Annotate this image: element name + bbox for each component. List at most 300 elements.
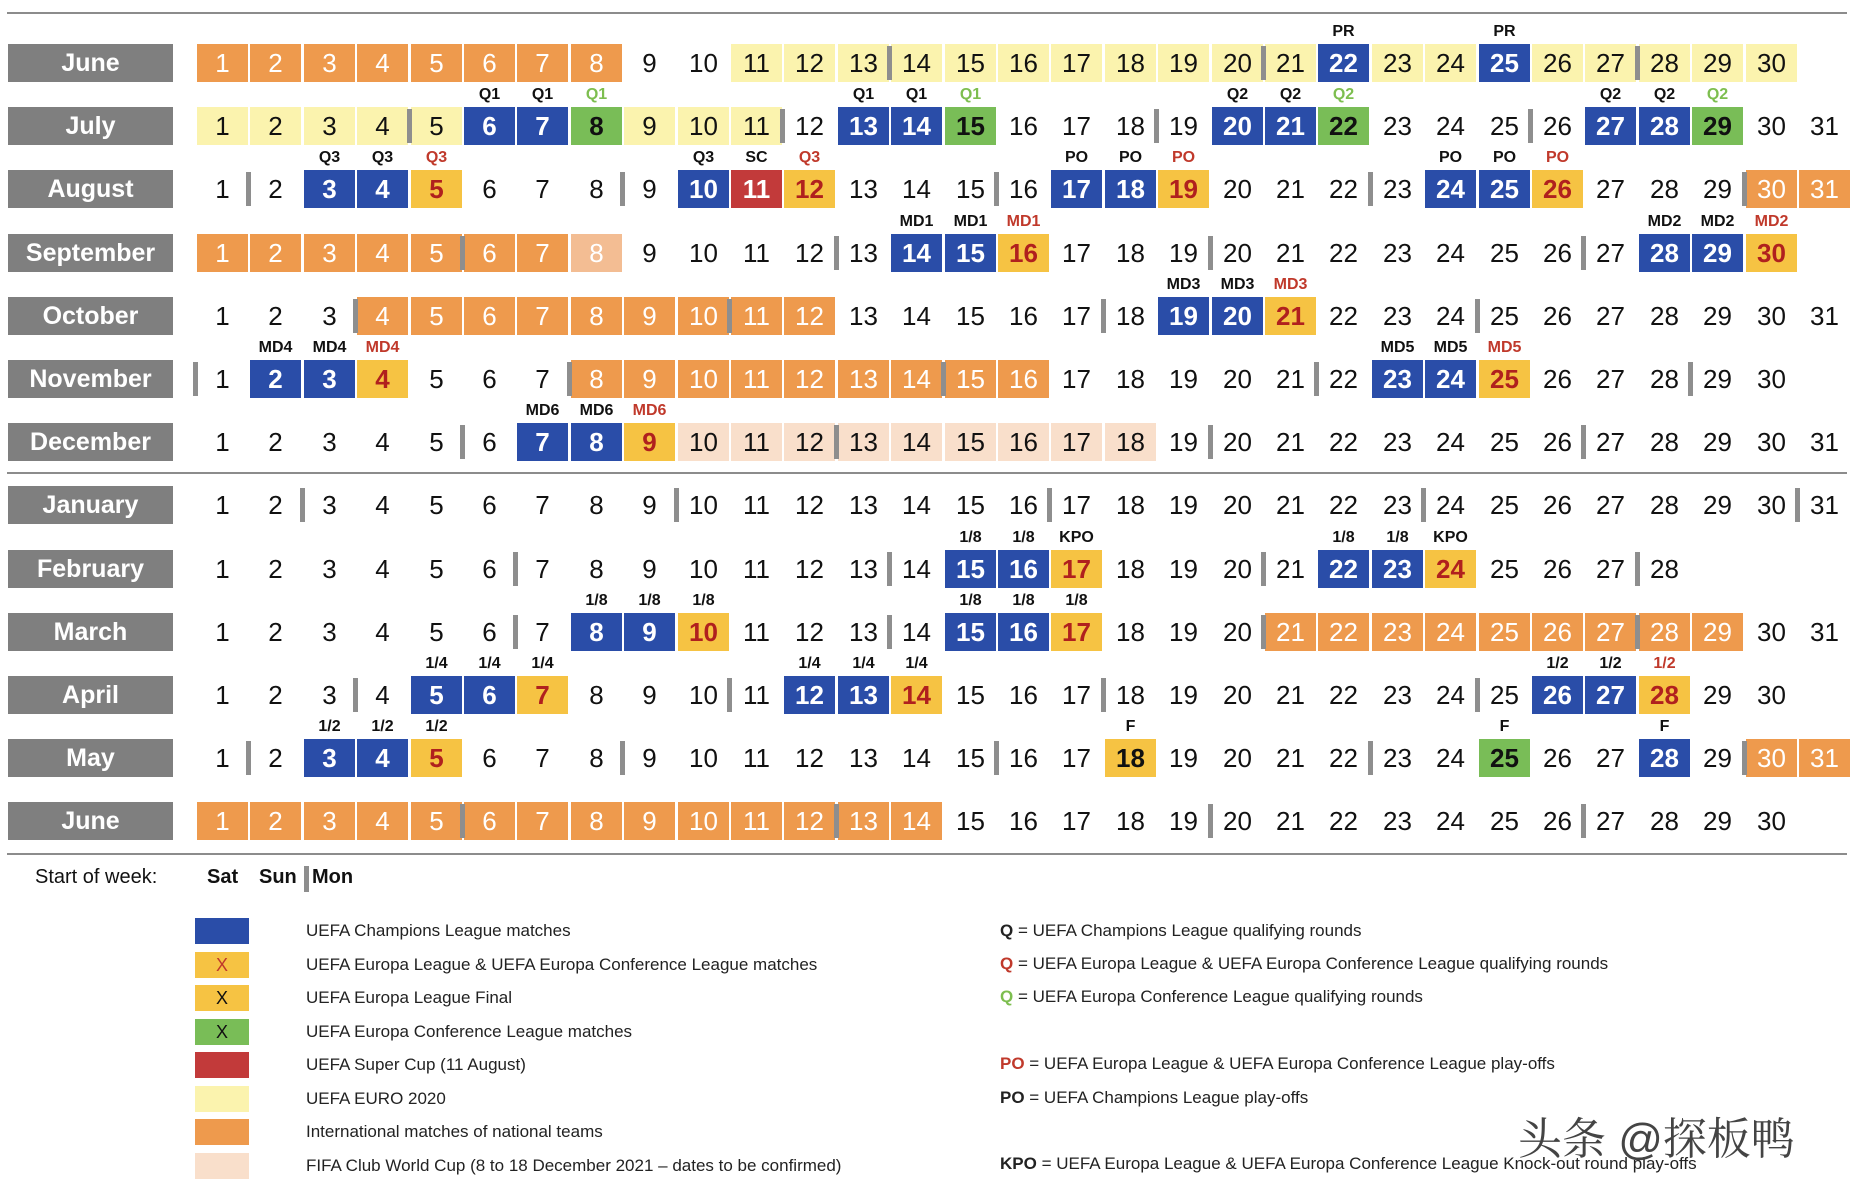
match-label: MD6 (525, 402, 560, 419)
match-label: Q2 (1599, 86, 1622, 103)
day-cell: 5 (411, 44, 462, 82)
day-cell: 31 (1810, 616, 1839, 647)
day-cell: 16 (998, 613, 1049, 651)
match-label: 1/4 (531, 655, 554, 672)
match-label: MD5 (1487, 339, 1522, 356)
day-cell: 15 (945, 360, 996, 398)
day-cell: 15 (945, 550, 996, 588)
day-cell: 23 (1383, 110, 1412, 141)
day-cell: 3 (322, 553, 337, 584)
day-cell: 26 (1532, 613, 1583, 651)
day-cell: 16 (998, 44, 1049, 82)
legend-code: Q (1000, 954, 1014, 973)
day-cell: 17 (1062, 805, 1091, 836)
day-cell: 2 (250, 107, 301, 145)
match-label: MD3 (1166, 276, 1201, 293)
month-label: May (8, 739, 173, 777)
day-cell: 19 (1158, 170, 1209, 208)
day-cell: 23 (1372, 550, 1423, 588)
day-cell: 16 (998, 423, 1049, 461)
week-separator (1635, 615, 1640, 649)
month-label: December (8, 423, 173, 461)
day-cell: 4 (375, 426, 390, 457)
day-cell: 26 (1543, 363, 1572, 394)
day-cell: 4 (357, 170, 408, 208)
match-label: MD3 (1220, 276, 1255, 293)
week-separator (513, 552, 518, 586)
day-cell: 26 (1532, 676, 1583, 714)
day-cell: 23 (1383, 742, 1412, 773)
match-label: 1/2 (1653, 655, 1676, 672)
day-cell: 11 (731, 360, 782, 398)
day-cell: 28 (1639, 107, 1690, 145)
day-cell: 28 (1650, 489, 1679, 520)
day-cell: 11 (731, 423, 782, 461)
match-label: Q3 (371, 149, 394, 166)
match-label: MD5 (1380, 339, 1415, 356)
day-cell: 13 (838, 802, 889, 840)
match-label: MD4 (312, 339, 347, 356)
day-cell: 25 (1490, 553, 1519, 584)
day-cell: 30 (1746, 234, 1797, 272)
legend-text: UEFA Super Cup (11 August) (306, 1055, 526, 1074)
day-cell: 24 (1436, 237, 1465, 268)
month-label: August (8, 170, 173, 208)
day-cell: 22 (1329, 742, 1358, 773)
match-label: 1/4 (798, 655, 821, 672)
day-cell: 28 (1639, 234, 1690, 272)
match-label: MD6 (579, 402, 614, 419)
day-cell: 18 (1116, 489, 1145, 520)
day-cell: 16 (1009, 679, 1038, 710)
week-separator (1635, 46, 1640, 80)
legend-code-text: Q = UEFA Europa Conference League qualifying rounds (1000, 987, 1423, 1006)
match-label: PO (1492, 149, 1517, 166)
day-cell: 27 (1596, 426, 1625, 457)
day-cell: 21 (1265, 613, 1316, 651)
day-cell: 1 (215, 489, 230, 520)
day-cell: 13 (849, 616, 878, 647)
day-cell: 25 (1479, 360, 1530, 398)
match-label: Q2 (1279, 86, 1302, 103)
day-cell: 17 (1051, 423, 1102, 461)
day-cell: 12 (784, 676, 835, 714)
legend-text: UEFA Champions League matches (306, 921, 571, 940)
day-cell: 27 (1596, 553, 1625, 584)
day-cell: 2 (268, 679, 283, 710)
day-cell: 15 (956, 679, 985, 710)
start-of-week-sun: Sun (259, 866, 297, 888)
day-cell: 4 (357, 44, 408, 82)
match-label: Q2 (1653, 86, 1676, 103)
week-separator (1208, 236, 1213, 270)
match-label: 1/8 (692, 592, 715, 609)
week-separator (994, 172, 999, 206)
day-cell: 12 (795, 237, 824, 268)
day-cell: 8 (589, 553, 604, 584)
day-cell: 15 (956, 805, 985, 836)
match-label: 1/4 (478, 655, 501, 672)
day-cell: 15 (945, 44, 996, 82)
week-separator (834, 425, 839, 459)
day-cell: 26 (1543, 553, 1572, 584)
match-label: Q1 (905, 86, 928, 103)
day-cell: 23 (1383, 489, 1412, 520)
day-cell: 1 (197, 234, 248, 272)
day-cell: 9 (642, 742, 657, 773)
day-cell: 19 (1169, 426, 1198, 457)
day-cell: 25 (1490, 489, 1519, 520)
match-label: PO (1118, 149, 1143, 166)
day-cell: 30 (1757, 489, 1786, 520)
month-label: June (8, 44, 173, 82)
day-cell: 31 (1810, 110, 1839, 141)
week-separator (1795, 488, 1800, 522)
match-label: Q1 (585, 86, 608, 103)
day-cell: 7 (517, 802, 568, 840)
day-cell: 2 (250, 234, 301, 272)
month-label: November (8, 360, 173, 398)
week-separator (1047, 488, 1052, 522)
day-cell: 14 (891, 360, 942, 398)
legend-swatch (195, 918, 249, 944)
day-cell: 11 (731, 44, 782, 82)
day-cell: 23 (1383, 679, 1412, 710)
day-cell: 20 (1212, 107, 1263, 145)
day-cell: 16 (1009, 805, 1038, 836)
day-cell: 1 (197, 44, 248, 82)
week-separator (300, 488, 305, 522)
day-cell: 21 (1276, 237, 1305, 268)
day-cell: 13 (849, 237, 878, 268)
day-cell: 18 (1116, 679, 1145, 710)
week-separator (1581, 236, 1586, 270)
day-cell: 26 (1543, 426, 1572, 457)
week-separator (941, 362, 946, 396)
match-label: MD1 (899, 213, 934, 230)
day-cell: 23 (1383, 300, 1412, 331)
day-cell: 31 (1810, 489, 1839, 520)
match-label: Q3 (318, 149, 341, 166)
day-cell: 19 (1158, 297, 1209, 335)
week-separator (674, 488, 679, 522)
day-cell: 7 (535, 616, 550, 647)
legend-swatch (195, 1052, 249, 1078)
legend-text: UEFA EURO 2020 (306, 1089, 446, 1108)
week-separator (460, 425, 465, 459)
day-cell: 20 (1223, 363, 1252, 394)
day-cell: 17 (1051, 44, 1102, 82)
day-cell: 24 (1425, 550, 1476, 588)
match-label: PO (1438, 149, 1463, 166)
day-cell: 1 (215, 553, 230, 584)
day-cell: 13 (849, 742, 878, 773)
day-cell: 2 (268, 173, 283, 204)
match-label: 1/8 (1332, 529, 1355, 546)
day-cell: 17 (1062, 110, 1091, 141)
week-separator (834, 236, 839, 270)
day-cell: 8 (589, 489, 604, 520)
day-cell: 31 (1799, 739, 1850, 777)
match-label: Q2 (1706, 86, 1729, 103)
day-cell: 18 (1105, 739, 1156, 777)
match-label: 1/2 (425, 718, 448, 735)
day-cell: 18 (1116, 553, 1145, 584)
match-label: MD1 (1006, 213, 1041, 230)
day-cell: 10 (689, 553, 718, 584)
day-cell: 7 (535, 489, 550, 520)
match-label: 1/8 (959, 529, 982, 546)
legend-text: UEFA Europa League & UEFA Europa Conference League matches (306, 955, 818, 974)
day-cell: 10 (678, 107, 729, 145)
week-separator-sample (304, 866, 309, 892)
day-cell: 15 (956, 300, 985, 331)
day-cell: 23 (1383, 805, 1412, 836)
year-divider (7, 472, 1847, 474)
day-cell: 6 (482, 426, 497, 457)
match-label: Q3 (798, 149, 821, 166)
match-label: SC (745, 149, 768, 166)
match-label: 1/8 (1012, 592, 1035, 609)
day-cell: 7 (535, 553, 550, 584)
day-cell: 5 (411, 739, 462, 777)
day-cell: 20 (1223, 553, 1252, 584)
day-cell: 10 (678, 613, 729, 651)
day-cell: 29 (1703, 363, 1732, 394)
day-cell: 22 (1329, 679, 1358, 710)
day-cell: 15 (945, 423, 996, 461)
day-cell: 7 (535, 173, 550, 204)
day-cell: 16 (1009, 742, 1038, 773)
day-cell: 30 (1757, 300, 1786, 331)
week-separator (1581, 804, 1586, 838)
day-cell: 17 (1062, 679, 1091, 710)
day-cell: 26 (1532, 44, 1583, 82)
day-cell: 10 (678, 360, 729, 398)
day-cell: 18 (1116, 805, 1145, 836)
day-cell: 20 (1223, 742, 1252, 773)
day-cell: 19 (1169, 110, 1198, 141)
day-cell: 19 (1158, 44, 1209, 82)
day-cell: 20 (1223, 173, 1252, 204)
week-separator (1688, 362, 1693, 396)
day-cell: 12 (795, 553, 824, 584)
day-cell: 30 (1757, 679, 1786, 710)
day-cell: 8 (571, 613, 622, 651)
day-cell: 16 (1009, 173, 1038, 204)
week-separator (1261, 46, 1266, 80)
day-cell: 6 (464, 234, 515, 272)
day-cell: 5 (411, 802, 462, 840)
day-cell: 29 (1703, 742, 1732, 773)
day-cell: 9 (624, 802, 675, 840)
day-cell: 22 (1329, 300, 1358, 331)
day-cell: 29 (1692, 107, 1743, 145)
day-cell: 11 (743, 489, 770, 520)
legend-code-text: KPO = UEFA Europa League & UEFA Europa Conference League Knock-out round play-offs (1000, 1154, 1697, 1173)
match-label: PR (1493, 23, 1516, 40)
day-cell: 14 (891, 44, 942, 82)
day-cell: 23 (1383, 426, 1412, 457)
day-cell: 30 (1746, 44, 1797, 82)
day-cell: 31 (1810, 426, 1839, 457)
day-cell: 22 (1329, 805, 1358, 836)
day-cell: 27 (1596, 742, 1625, 773)
week-separator (1368, 741, 1373, 775)
day-cell: 5 (411, 170, 462, 208)
week-separator (407, 109, 412, 143)
match-label: 1/4 (425, 655, 448, 672)
day-cell: 14 (902, 300, 931, 331)
day-cell: 13 (838, 676, 889, 714)
day-cell: 22 (1318, 107, 1369, 145)
day-cell: 17 (1062, 363, 1091, 394)
day-cell: 9 (624, 423, 675, 461)
week-separator (1528, 109, 1533, 143)
week-separator (727, 299, 732, 333)
day-cell: 18 (1105, 170, 1156, 208)
day-cell: 14 (891, 676, 942, 714)
day-cell: 12 (784, 423, 835, 461)
day-cell: 6 (464, 107, 515, 145)
day-cell: 8 (571, 107, 622, 145)
day-cell: 19 (1169, 363, 1198, 394)
week-separator (727, 678, 732, 712)
day-cell: 6 (464, 802, 515, 840)
day-cell: 8 (571, 44, 622, 82)
match-label: MD2 (1647, 213, 1682, 230)
day-cell: 14 (891, 234, 942, 272)
day-cell: 31 (1810, 300, 1839, 331)
week-separator (1421, 488, 1426, 522)
day-cell: 23 (1372, 44, 1423, 82)
day-cell: 25 (1490, 679, 1519, 710)
match-label: 1/8 (638, 592, 661, 609)
day-cell: 27 (1596, 489, 1625, 520)
day-cell: 14 (902, 553, 931, 584)
legend-text: UEFA Europa League Final (306, 988, 513, 1007)
day-cell: 27 (1596, 173, 1625, 204)
day-cell: 20 (1212, 44, 1263, 82)
day-cell: 11 (743, 237, 770, 268)
match-label: F (1499, 718, 1510, 735)
day-cell: 1 (215, 173, 230, 204)
day-cell: 5 (429, 489, 444, 520)
day-cell: 22 (1329, 489, 1358, 520)
day-cell: 27 (1585, 44, 1636, 82)
legend-swatch: X (195, 1019, 249, 1045)
day-cell: 16 (1009, 489, 1038, 520)
day-cell: 3 (322, 426, 337, 457)
day-cell: 29 (1703, 489, 1732, 520)
day-cell: 21 (1276, 742, 1305, 773)
day-cell: 9 (642, 173, 657, 204)
day-cell: 9 (624, 297, 675, 335)
day-cell: 11 (743, 679, 770, 710)
day-cell: 30 (1757, 616, 1786, 647)
day-cell: 5 (429, 553, 444, 584)
day-cell: 19 (1169, 742, 1198, 773)
day-cell: 6 (482, 363, 497, 394)
match-label: F (1125, 718, 1136, 735)
day-cell: 4 (357, 107, 408, 145)
day-cell: 28 (1650, 426, 1679, 457)
day-cell: 22 (1329, 363, 1358, 394)
match-label: Q1 (852, 86, 875, 103)
match-label: 1/8 (585, 592, 608, 609)
match-label: MD2 (1700, 213, 1735, 230)
day-cell: 29 (1692, 613, 1743, 651)
match-label: 1/2 (1599, 655, 1622, 672)
day-cell: 24 (1436, 426, 1465, 457)
week-separator (1208, 804, 1213, 838)
match-label: Q3 (692, 149, 715, 166)
day-cell: 27 (1585, 676, 1636, 714)
day-cell: 11 (731, 297, 782, 335)
day-cell: 28 (1650, 300, 1679, 331)
day-cell: 6 (482, 616, 497, 647)
day-cell: 4 (357, 739, 408, 777)
day-cell: 3 (304, 107, 355, 145)
week-separator (1742, 172, 1747, 206)
legend-code-text: PO = UEFA Champions League play-offs (1000, 1088, 1309, 1107)
day-cell: 18 (1105, 44, 1156, 82)
match-label: Q3 (425, 149, 448, 166)
day-cell: 9 (624, 107, 675, 145)
day-cell: 25 (1490, 426, 1519, 457)
day-cell: 12 (784, 44, 835, 82)
day-cell: 26 (1532, 170, 1583, 208)
day-cell: 24 (1425, 613, 1476, 651)
day-cell: 15 (956, 489, 985, 520)
week-separator (1475, 678, 1480, 712)
day-cell: 8 (589, 679, 604, 710)
day-cell: 8 (589, 742, 604, 773)
day-cell: 19 (1169, 805, 1198, 836)
legend-swatch (195, 1119, 249, 1145)
day-cell: 12 (795, 742, 824, 773)
day-cell: 6 (464, 44, 515, 82)
day-cell: 1 (215, 300, 230, 331)
day-cell: 20 (1223, 489, 1252, 520)
day-cell: 29 (1703, 173, 1732, 204)
day-cell: 24 (1436, 742, 1465, 773)
day-cell: 8 (571, 360, 622, 398)
match-label: PR (1332, 23, 1355, 40)
day-cell: 1 (197, 107, 248, 145)
day-cell: 14 (891, 423, 942, 461)
day-cell: 29 (1692, 44, 1743, 82)
day-cell: 10 (689, 489, 718, 520)
legend-code: KPO (1000, 1154, 1037, 1173)
day-cell: 3 (304, 234, 355, 272)
day-cell: 21 (1276, 805, 1305, 836)
day-cell: 25 (1479, 170, 1530, 208)
match-label: MD6 (632, 402, 667, 419)
day-cell: 6 (482, 553, 497, 584)
day-cell: 14 (891, 107, 942, 145)
day-cell: 22 (1329, 237, 1358, 268)
week-separator (513, 615, 518, 649)
day-cell: 7 (517, 423, 568, 461)
legend-code-text: Q = UEFA Europa League & UEFA Europa Conference League qualifying rounds (1000, 954, 1609, 973)
day-cell: 16 (998, 360, 1049, 398)
day-cell: 26 (1543, 110, 1572, 141)
week-separator (1154, 109, 1159, 143)
day-cell: 13 (849, 300, 878, 331)
day-cell: 14 (902, 173, 931, 204)
day-cell: 24 (1436, 805, 1465, 836)
